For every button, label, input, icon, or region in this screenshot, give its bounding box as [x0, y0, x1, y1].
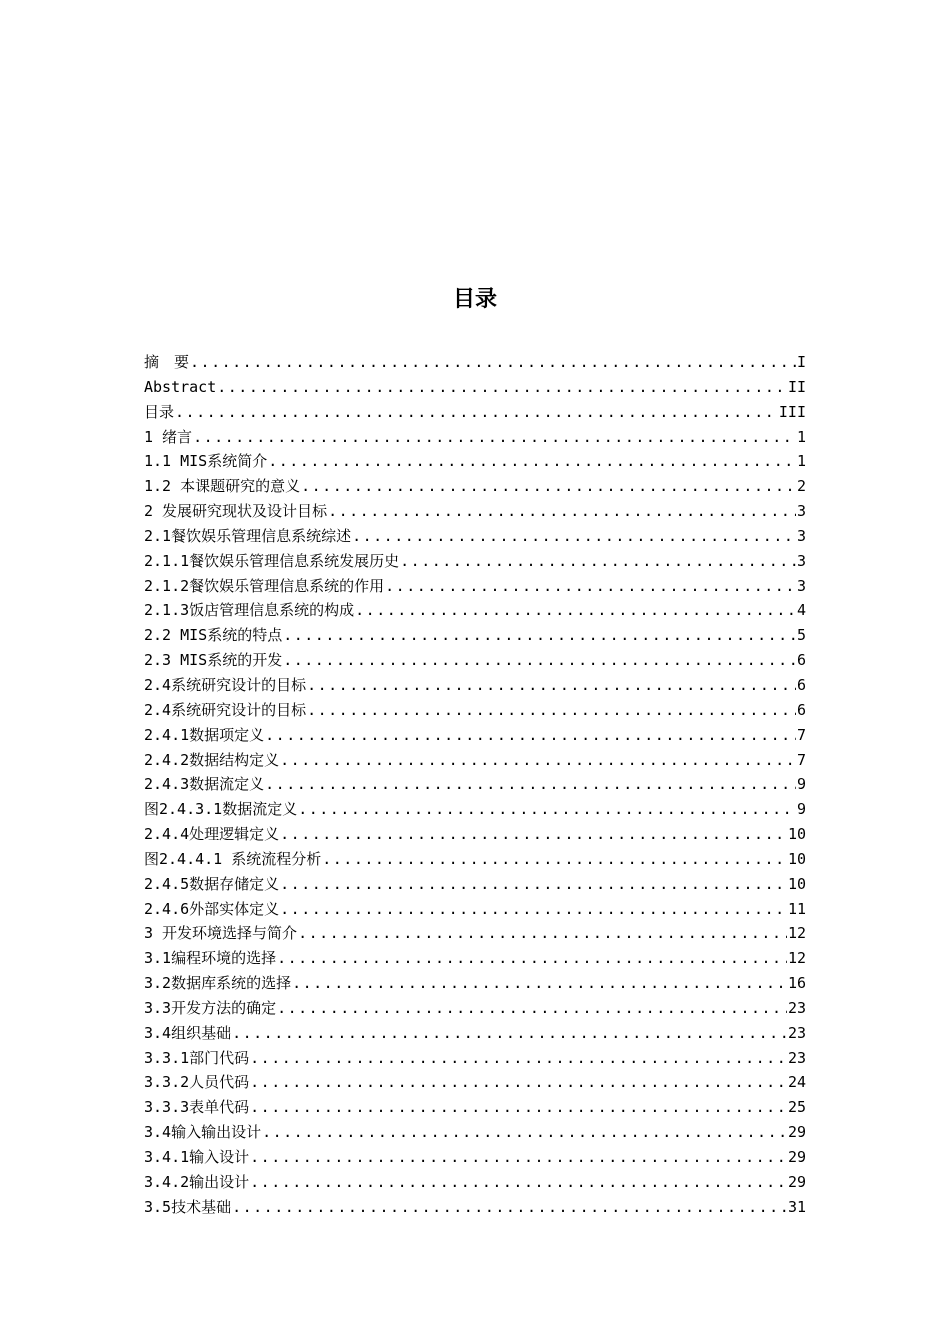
toc-entry-page-number: 29	[787, 1123, 806, 1142]
toc-entry-page-number: 10	[787, 849, 806, 868]
toc-entry-label: 2.1.2餐饮娱乐管理信息系统的作用	[144, 576, 385, 595]
toc-entry[interactable]	[144, 549, 806, 574]
toc-entry-label: 2.3 MIS系统的开发	[144, 651, 283, 670]
toc-dot-leader	[352, 524, 796, 549]
toc-dot-leader	[385, 574, 796, 599]
toc-entry-label: 2.4.5数据存储定义	[144, 874, 280, 893]
toc-entry[interactable]	[144, 847, 806, 872]
toc-entry-page-number: 16	[787, 974, 806, 993]
toc-entry-label: 3.4输入输出设计	[144, 1123, 262, 1142]
toc-dot-leader	[250, 1145, 787, 1170]
toc-dot-leader	[277, 946, 787, 971]
toc-dot-leader	[322, 847, 787, 872]
toc-entry-page-number: 25	[787, 1098, 806, 1117]
toc-entry-page-number: 11	[787, 899, 806, 918]
toc-entry[interactable]	[144, 723, 806, 748]
toc-entry[interactable]	[144, 897, 806, 922]
toc-dot-leader	[262, 1120, 787, 1145]
toc-entry-page-number: 23	[787, 998, 806, 1017]
toc-entry-page-number: 10	[787, 874, 806, 893]
toc-entry-label: 3.3.3表单代码	[144, 1098, 250, 1117]
toc-dot-leader	[250, 1170, 787, 1195]
toc-dot-leader	[298, 921, 787, 946]
toc-entry[interactable]	[144, 748, 806, 773]
toc-entry-label: 2.4.6外部实体定义	[144, 899, 280, 918]
toc-entry-label: 1 绪言	[144, 427, 193, 446]
toc-entry[interactable]	[144, 350, 806, 375]
toc-dot-leader	[232, 1195, 787, 1220]
toc-dot-leader	[250, 1046, 787, 1071]
toc-entry-page-number: 9	[796, 775, 806, 794]
toc-entry[interactable]	[144, 1120, 806, 1145]
toc-entry-label: 3.3.2人员代码	[144, 1073, 250, 1092]
toc-entry[interactable]	[144, 946, 806, 971]
toc-entry-page-number: 24	[787, 1073, 806, 1092]
toc-entry-label: 3.4.2输出设计	[144, 1172, 250, 1191]
toc-entry[interactable]	[144, 1170, 806, 1195]
toc-entry-page-number: 12	[787, 949, 806, 968]
toc-entry[interactable]	[144, 524, 806, 549]
toc-dot-leader	[307, 673, 796, 698]
toc-entry[interactable]	[144, 698, 806, 723]
toc-dot-leader	[217, 375, 787, 400]
toc-entry[interactable]	[144, 1095, 806, 1120]
toc-entry[interactable]	[144, 772, 806, 797]
toc-entry[interactable]	[144, 574, 806, 599]
toc-entry-page-number: 1	[796, 452, 806, 471]
toc-entry-label: 2.4系统研究设计的目标	[144, 675, 307, 694]
toc-entry-page-number: 5	[796, 626, 806, 645]
toc-entry-label: 2 发展研究现状及设计目标	[144, 502, 328, 521]
toc-entry[interactable]	[144, 797, 806, 822]
toc-entry-label: 3.1编程环境的选择	[144, 949, 277, 968]
toc-entry-label: 2.4.2数据结构定义	[144, 750, 280, 769]
toc-list	[144, 350, 806, 1220]
toc-dot-leader	[277, 996, 787, 1021]
toc-entry-label: 2.4.4处理逻辑定义	[144, 825, 280, 844]
toc-dot-leader	[328, 499, 796, 524]
toc-entry-label: 1.2 本课题研究的意义	[144, 477, 301, 496]
toc-entry[interactable]	[144, 971, 806, 996]
toc-entry[interactable]	[144, 499, 806, 524]
toc-entry-page-number: 1	[796, 427, 806, 446]
toc-entry[interactable]	[144, 822, 806, 847]
toc-entry[interactable]	[144, 400, 806, 425]
toc-dot-leader	[280, 872, 787, 897]
toc-entry-label: 3.3.1部门代码	[144, 1048, 250, 1067]
toc-dot-leader	[250, 1095, 787, 1120]
toc-dot-leader	[400, 549, 796, 574]
toc-dot-leader	[355, 598, 796, 623]
toc-entry-label: 图2.4.4.1 系统流程分析	[144, 849, 322, 868]
toc-entry-label: 2.1.1餐饮娱乐管理信息系统发展历史	[144, 551, 400, 570]
toc-dot-leader	[265, 723, 796, 748]
toc-entry-label: 3.4.1输入设计	[144, 1148, 250, 1166]
toc-entry-page-number: 6	[796, 675, 806, 694]
toc-entry[interactable]	[144, 1070, 806, 1095]
toc-entry-label: 3.4组织基础	[144, 1023, 232, 1042]
toc-entry-label: 目录	[144, 402, 175, 421]
toc-entry-page-number: 2	[796, 477, 806, 496]
toc-entry-page-number: 10	[787, 825, 806, 844]
toc-entry[interactable]	[144, 996, 806, 1021]
toc-entry-page-number: 12	[787, 924, 806, 943]
toc-entry[interactable]	[144, 1145, 806, 1170]
toc-dot-leader	[283, 648, 796, 673]
toc-dot-leader	[232, 1021, 787, 1046]
toc-entry-label: Abstract	[144, 377, 217, 396]
toc-entry[interactable]	[144, 425, 806, 450]
toc-dot-leader	[301, 474, 796, 499]
toc-dot-leader	[190, 350, 796, 375]
toc-entry-label: 图2.4.3.1数据流定义	[144, 800, 298, 819]
toc-entry-page-number: 23	[787, 1023, 806, 1042]
toc-entry[interactable]	[144, 598, 806, 623]
toc-entry[interactable]	[144, 673, 806, 698]
toc-entry-page-number: 6	[796, 651, 806, 670]
toc-entry-page-number: III	[778, 402, 806, 421]
toc-entry[interactable]	[144, 474, 806, 499]
toc-entry-label: 3.5技术基础	[144, 1197, 232, 1216]
toc-dot-leader	[283, 623, 796, 648]
toc-entry-page-number: 3	[796, 526, 806, 545]
toc-entry-page-number: 3	[796, 551, 806, 570]
toc-dot-leader	[280, 897, 787, 922]
toc-entry-page-number: 3	[796, 502, 806, 521]
toc-entry[interactable]	[144, 1046, 806, 1071]
toc-dot-leader	[193, 425, 796, 450]
toc-entry-page-number: 29	[787, 1172, 806, 1191]
toc-entry-page-number: 29	[787, 1148, 806, 1166]
toc-entry[interactable]	[144, 648, 806, 673]
toc-entry-label: 1.1 MIS系统简介	[144, 452, 268, 471]
toc-entry[interactable]	[144, 1195, 806, 1220]
toc-entry-page-number: 6	[796, 700, 806, 719]
toc-entry-page-number: 3	[796, 576, 806, 595]
toc-entry-page-number: II	[787, 377, 806, 396]
toc-entry[interactable]	[144, 449, 806, 474]
toc-entry[interactable]	[144, 375, 806, 400]
toc-entry-label: 2.2 MIS系统的特点	[144, 626, 283, 645]
toc-dot-leader	[268, 449, 796, 474]
toc-entry-label: 2.4.1数据项定义	[144, 725, 265, 744]
toc-entry-label: 2.1餐饮娱乐管理信息系统综述	[144, 526, 352, 545]
toc-dot-leader	[292, 971, 787, 996]
toc-entry-page-number: 9	[796, 800, 806, 819]
toc-dot-leader	[307, 698, 796, 723]
toc-entry-page-number: 4	[796, 601, 806, 620]
toc-entry-page-number: 31	[787, 1197, 806, 1216]
toc-entry-label: 3.2数据库系统的选择	[144, 974, 292, 993]
toc-entry-label: 摘 要	[144, 353, 190, 371]
toc-entry[interactable]	[144, 623, 806, 648]
toc-dot-leader	[250, 1070, 787, 1095]
toc-entry-label: 3 开发环境选择与简介	[144, 924, 298, 943]
toc-dot-leader	[298, 797, 796, 822]
toc-entry-page-number: 23	[787, 1048, 806, 1067]
toc-dot-leader	[175, 400, 778, 425]
toc-entry-page-number: 7	[796, 750, 806, 769]
toc-dot-leader	[280, 748, 796, 773]
toc-title: 目录	[452, 287, 497, 312]
toc-entry-page-number: I	[796, 353, 806, 371]
toc-entry-label: 2.1.3饭店管理信息系统的构成	[144, 601, 355, 620]
toc-entry[interactable]	[144, 872, 806, 897]
toc-entry-page-number: 7	[796, 725, 806, 744]
toc-entry-label: 2.4.3数据流定义	[144, 775, 265, 794]
toc-dot-leader	[280, 822, 787, 847]
toc-dot-leader	[265, 772, 796, 797]
toc-entry-label: 2.4系统研究设计的目标	[144, 700, 307, 719]
toc-entry[interactable]	[144, 1021, 806, 1046]
toc-entry-label: 3.3开发方法的确定	[144, 998, 277, 1017]
toc-entry[interactable]	[144, 921, 806, 946]
